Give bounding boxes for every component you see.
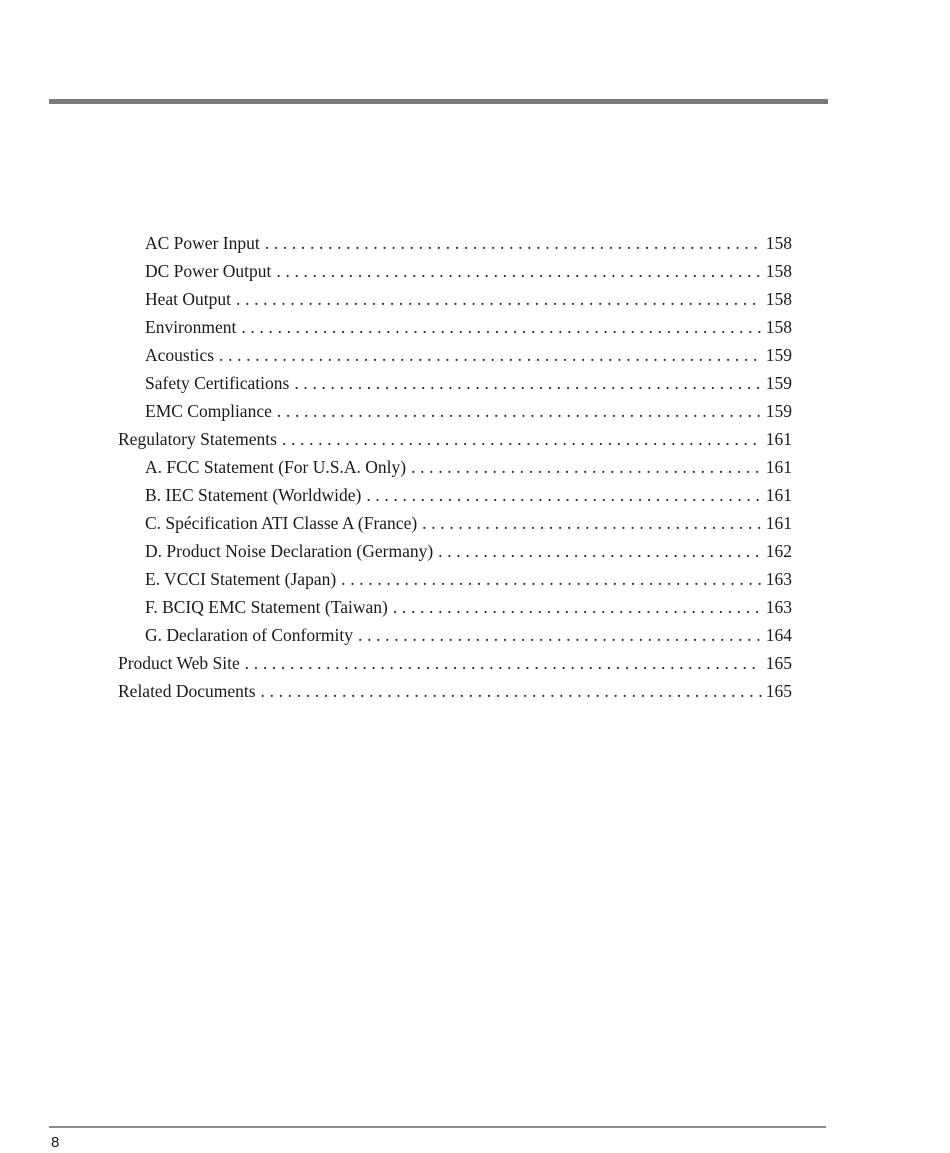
- toc-entry-page: 161: [765, 457, 792, 477]
- toc-entry[interactable]: [118, 285, 792, 313]
- toc-dot-leader: [277, 397, 762, 425]
- toc-dot-leader: [366, 481, 761, 509]
- toc-entry-label: Acoustics: [145, 345, 215, 365]
- toc-entry[interactable]: [118, 369, 792, 397]
- toc-entry-page: 158: [765, 261, 792, 281]
- toc-entry-label: Regulatory Statements: [118, 429, 277, 449]
- toc-dot-leader: [341, 565, 762, 593]
- toc-entry[interactable]: [118, 313, 792, 341]
- toc-dot-leader: [393, 593, 762, 621]
- toc-entry-label: B. IEC Statement (Worldwide): [145, 485, 362, 505]
- toc-dot-leader: [265, 229, 762, 257]
- toc-entry[interactable]: [118, 341, 792, 369]
- toc-entry-label: A. FCC Statement (For U.S.A. Only): [145, 457, 407, 477]
- toc-entry-page: 158: [765, 317, 792, 337]
- toc-entry[interactable]: [118, 621, 792, 649]
- toc-entry-label: F. BCIQ EMC Statement (Taiwan): [145, 597, 388, 617]
- toc-entry-page: 159: [765, 401, 792, 421]
- toc-entry-page: 159: [765, 345, 792, 365]
- header-rule: [49, 99, 828, 104]
- toc-entry-page: 165: [765, 653, 792, 673]
- toc-entry-page: 163: [765, 597, 792, 617]
- toc-dot-leader: [294, 369, 761, 397]
- toc-entry[interactable]: [118, 257, 792, 285]
- toc-entry-page: 161: [765, 429, 792, 449]
- toc-dot-leader: [282, 425, 762, 453]
- toc-dot-leader: [438, 537, 762, 565]
- toc-entry-label: Product Web Site: [118, 653, 240, 673]
- page-number: 8: [51, 1134, 60, 1151]
- toc-entry-page: 158: [765, 289, 792, 309]
- toc-entry-page: 162: [765, 541, 792, 561]
- footer-rule: [49, 1126, 826, 1128]
- toc-entry-page: 159: [765, 373, 792, 393]
- toc-dot-leader: [411, 453, 762, 481]
- toc-entry[interactable]: [118, 397, 792, 425]
- table-of-contents: [118, 229, 792, 705]
- toc-entry-label: C. Spécification ATI Classe A (France): [145, 513, 418, 533]
- toc-entry[interactable]: [118, 229, 792, 257]
- toc-entry[interactable]: [118, 677, 792, 705]
- toc-entry[interactable]: [118, 453, 792, 481]
- toc-entry-label: G. Declaration of Conformity: [145, 625, 354, 645]
- toc-entry-label: Environment: [145, 317, 237, 337]
- toc-entry[interactable]: [118, 425, 792, 453]
- toc-entry[interactable]: [118, 509, 792, 537]
- toc-dot-leader: [236, 285, 762, 313]
- toc-entry[interactable]: [118, 565, 792, 593]
- toc-entry-page: 163: [765, 569, 792, 589]
- toc-entry-label: AC Power Input: [145, 233, 260, 253]
- toc-entry[interactable]: [118, 593, 792, 621]
- toc-entry[interactable]: [118, 649, 792, 677]
- toc-entry-label: EMC Compliance: [145, 401, 272, 421]
- toc-entry-page: 161: [765, 513, 792, 533]
- toc-entry-label: Related Documents: [118, 681, 256, 701]
- toc-entry-label: DC Power Output: [145, 261, 272, 281]
- toc-entry-page: 161: [765, 485, 792, 505]
- toc-entry-page: 165: [765, 681, 792, 701]
- toc-entry[interactable]: [118, 481, 792, 509]
- toc-dot-leader: [358, 621, 762, 649]
- toc-dot-leader: [276, 257, 761, 285]
- toc-entry-label: E. VCCI Statement (Japan): [145, 569, 337, 589]
- toc-dot-leader: [422, 509, 762, 537]
- toc-entry-label: Safety Certifications: [145, 373, 290, 393]
- toc-entry-label: D. Product Noise Declaration (Germany): [145, 541, 434, 561]
- toc-entry-page: 164: [765, 625, 792, 645]
- toc-dot-leader: [219, 341, 762, 369]
- toc-entry-page: 158: [765, 233, 792, 253]
- toc-entry-label: Heat Output: [145, 289, 232, 309]
- toc-entry[interactable]: [118, 537, 792, 565]
- toc-dot-leader: [245, 649, 762, 677]
- toc-dot-leader: [241, 313, 761, 341]
- toc-dot-leader: [261, 677, 762, 705]
